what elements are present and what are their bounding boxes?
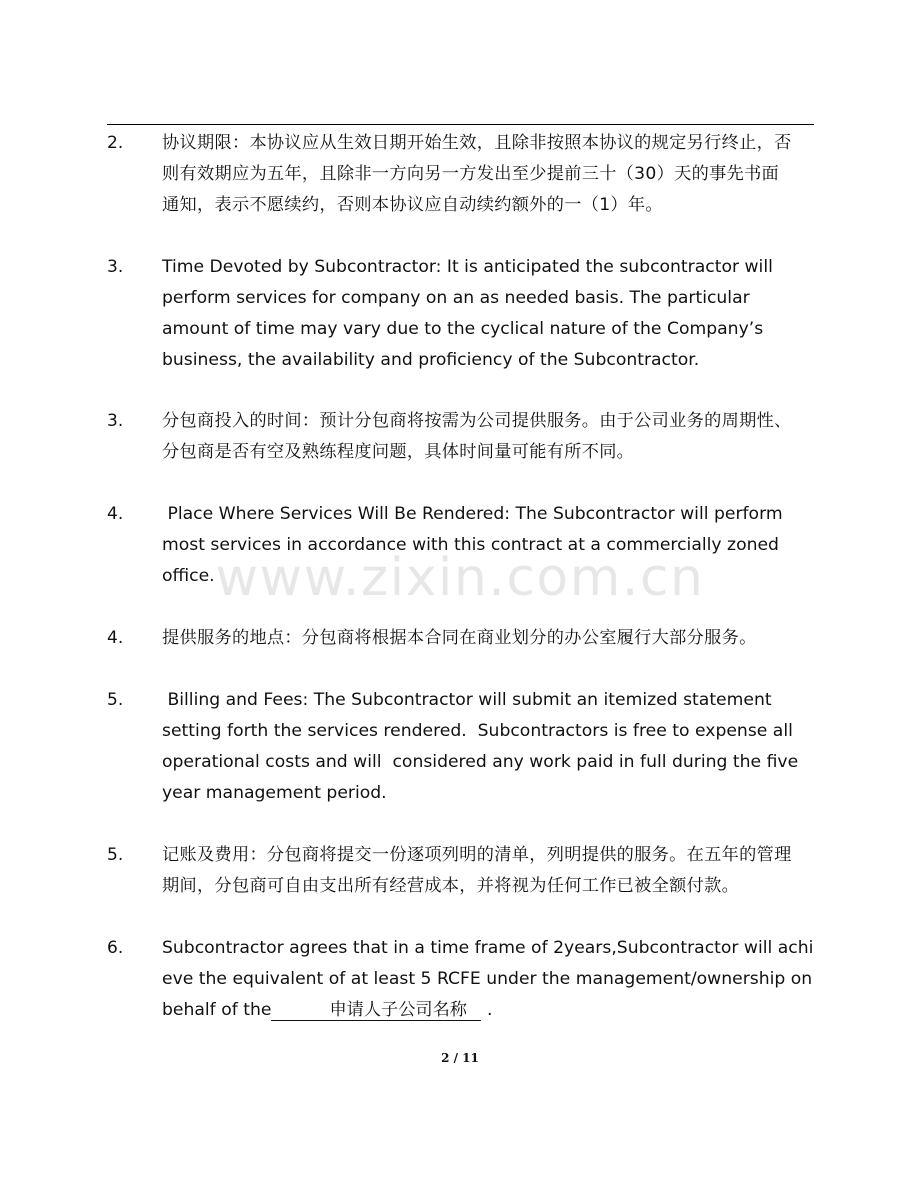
clause-text [162,252,814,376]
text-line: 协议期限：本协议应从生效日期开始生效，且除非按照本协议的规定另行终止，否 [162,133,792,153]
clause-number: 5. [107,845,124,865]
text-line: 提供服务的地点：分包商将根据本合同在商业划分的办公室履行大部分服务。 [162,628,757,648]
fill-in-blank: 申请人子公司名称 [271,1000,481,1021]
text-line: 通知，表示不愿续约，否则本协议应自动续约额外的一（1）年。 [162,195,663,215]
clause-text [162,128,814,221]
text-line: amount of time may vary due to the cyclical nature of the Company’s [162,319,764,339]
clause-text [162,499,814,592]
clause-number: 4. [107,628,124,648]
text-line: most services in accordance with this contract at a commercially zoned [162,535,779,555]
text-fragment: . [486,1000,493,1020]
clause-number: 4. [107,504,124,524]
text-line: 记账及费用：分包商将提交一份逐项列明的清单，列明提供的服务。在五年的管理 [162,845,792,865]
text-line: perform services for company on an as needed basis. The particular [162,288,750,308]
clause-number: 6. [107,938,124,958]
text-line: office. [162,566,215,586]
text-line: Place Where Services Will Be Rendered: The Subcontractor will perform [162,504,783,524]
clause-text [162,933,814,1026]
text-line: 分包商投入的时间：预计分包商将按需为公司提供服务。由于公司业务的周期性、 [162,411,792,431]
clause-text [162,623,814,654]
text-line: operational costs and will considered any work paid in full during the five [162,752,799,772]
clause-number: 3. [107,257,124,277]
text-line: 则有效期应为五年，且除非一方向另一方发出至少提前三十（30）天的事先书面 [162,164,780,184]
header-rule [107,124,814,125]
text-line: setting forth the services rendered. Subcontractors is free to expense all [162,721,793,741]
text-line: year management period. [162,783,387,803]
text-line: business, the availability and proficiency of the Subcontractor. [162,350,700,370]
clause-number: 2. [107,133,124,153]
text-line: eve the equivalent of at least 5 RCFE under the management/ownership on [162,969,813,989]
clause-text [162,406,814,468]
clause-text [162,685,814,809]
text-line: 期间，分包商可自由支出所有经营成本，并将视为任何工作已被全额付款。 [162,876,740,896]
page-number: 2 / 11 [441,1051,479,1065]
clause-text [162,840,814,902]
clause-number: 3. [107,411,124,431]
text-line [162,995,814,1026]
watermark: www.zixin.com.cn [215,548,705,608]
text-fragment: behalf of the [162,1000,272,1020]
text-line: Time Devoted by Subcontractor: It is anticipated the subcontractor will [162,257,773,277]
text-line: Subcontractor agrees that in a time frame of 2years,Subcontractor will achi [162,938,814,958]
clause-number: 5. [107,690,124,710]
text-line: 分包商是否有空及熟练程度问题，具体时间量可能有所不同。 [162,442,635,462]
text-line: Billing and Fees: The Subcontractor will submit an itemized statement [162,690,772,710]
